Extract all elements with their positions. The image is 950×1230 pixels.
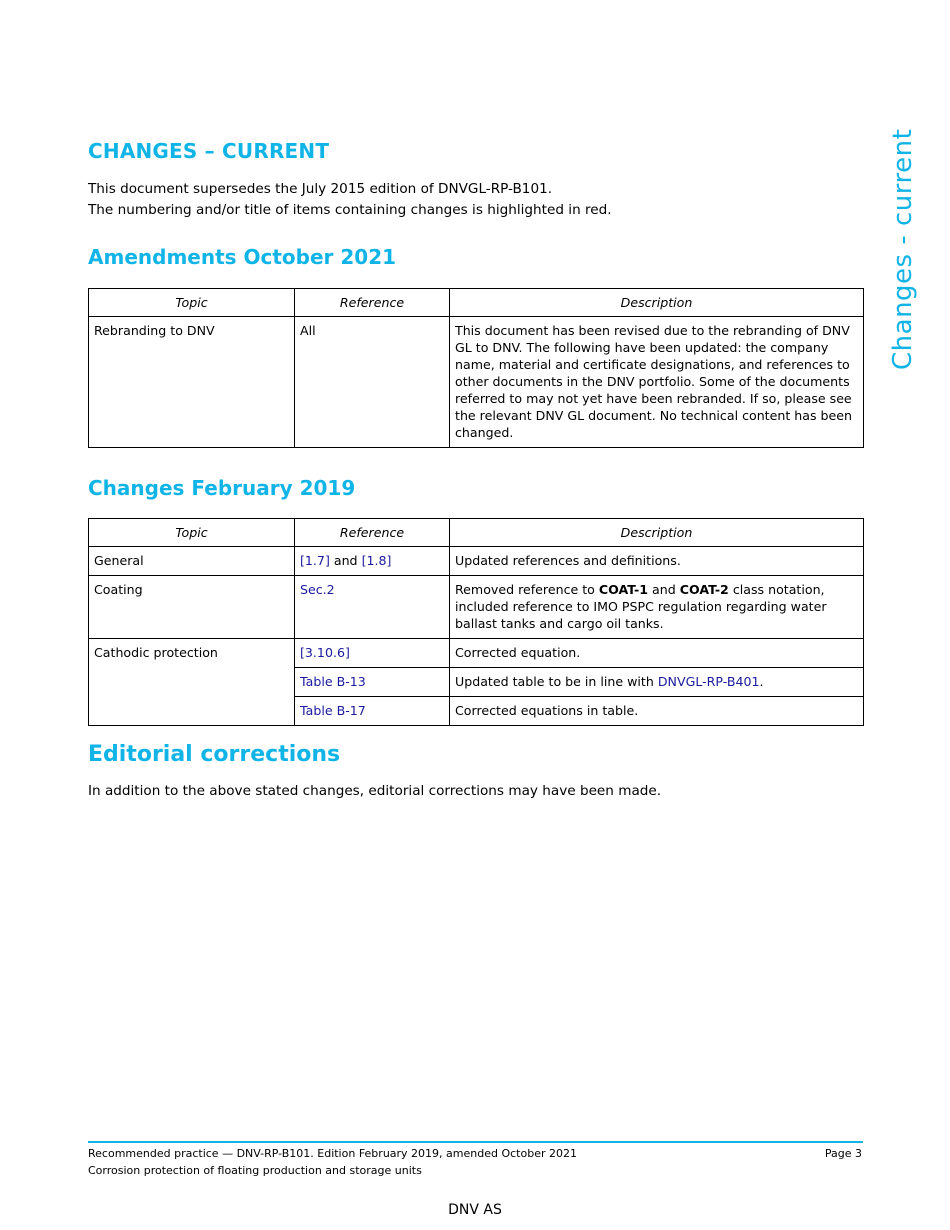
reference-link[interactable]: [3.10.6] xyxy=(300,645,350,660)
reference-cell xyxy=(295,697,450,726)
reference-link[interactable]: [1.7] xyxy=(300,553,330,568)
reference-link[interactable]: Table B-17 xyxy=(300,703,366,718)
description-text: Updated table to be in line with xyxy=(455,674,658,689)
description-cell: Corrected equations in table. xyxy=(450,697,864,726)
intro-line: The numbering and/or title of items containing changes is highlighted in red. xyxy=(88,202,612,218)
amendments-heading: Amendments October 2021 xyxy=(88,245,397,269)
class-notation: COAT-2 xyxy=(679,582,729,597)
footer-document-subtitle: Corrosion protection of floating production and storage units xyxy=(88,1164,422,1177)
topic-cell: Coating xyxy=(89,576,295,639)
intro-text xyxy=(88,179,612,221)
column-header-description: Description xyxy=(450,289,864,317)
table-row xyxy=(89,317,864,448)
editorial-text: In addition to the above stated changes, editorial corrections may have been made. xyxy=(88,783,662,799)
description-cell xyxy=(450,576,864,639)
reference-link[interactable]: Sec.2 xyxy=(300,582,335,597)
description-text: Removed reference to xyxy=(455,582,599,597)
reference-cell xyxy=(295,547,450,576)
table-header-row xyxy=(89,289,864,317)
column-header-topic: Topic xyxy=(89,519,295,547)
side-section-label: Changes - current xyxy=(888,128,918,370)
column-header-reference: Reference xyxy=(295,289,450,317)
topic-cell: General xyxy=(89,547,295,576)
table-row xyxy=(89,639,864,668)
document-link[interactable]: DNVGL-RP-B401 xyxy=(657,674,760,689)
publisher-name: DNV AS xyxy=(448,1202,502,1218)
editorial-heading: Editorial corrections xyxy=(88,742,341,767)
intro-line: This document supersedes the July 2015 edition of DNVGL-RP-B101. xyxy=(88,181,553,197)
description-cell: This document has been revised due to the rebranding of DNV GL to DNV. The following have been updated: the company name, material and certificate designations, and references to other documents in the DNV portfolio. Some of the documents referred to may not yet have been rebranded. If so, please see the relevant DNV GL document. No technical content has been changed. xyxy=(450,317,864,448)
changes-table xyxy=(88,518,864,726)
topic-cell: Rebranding to DNV xyxy=(89,317,295,448)
reference-link[interactable]: Table B-13 xyxy=(300,674,366,689)
reference-cell: All xyxy=(295,317,450,448)
description-text: . xyxy=(759,674,764,689)
reference-cell xyxy=(295,639,450,668)
table-header-row xyxy=(89,519,864,547)
description-cell xyxy=(450,668,864,697)
changes-heading: Changes February 2019 xyxy=(88,476,356,500)
page-number: Page 3 xyxy=(824,1147,862,1160)
reference-cell xyxy=(295,576,450,639)
table-row xyxy=(89,576,864,639)
reference-cell xyxy=(295,668,450,697)
description-cell: Updated references and definitions. xyxy=(450,547,864,576)
description-cell: Corrected equation. xyxy=(450,639,864,668)
column-header-reference: Reference xyxy=(295,519,450,547)
column-header-topic: Topic xyxy=(89,289,295,317)
description-text: and xyxy=(648,582,680,597)
amendments-table xyxy=(88,288,864,448)
topic-cell: Cathodic protection xyxy=(89,639,295,726)
footer-document-title: Recommended practice — DNV-RP-B101. Edition February 2019, amended October 2021 xyxy=(88,1147,577,1160)
reference-conjunction: and xyxy=(329,553,362,568)
reference-link[interactable]: [1.8] xyxy=(361,553,392,568)
page-title: CHANGES – CURRENT xyxy=(88,139,330,163)
description-text: class notation, included reference to IMO PSPC regulation regarding water ballast tanks and cargo oil tanks. xyxy=(455,582,827,631)
table-row xyxy=(89,547,864,576)
class-notation: COAT-1 xyxy=(598,582,648,597)
footer-divider xyxy=(88,1141,863,1143)
column-header-description: Description xyxy=(450,519,864,547)
